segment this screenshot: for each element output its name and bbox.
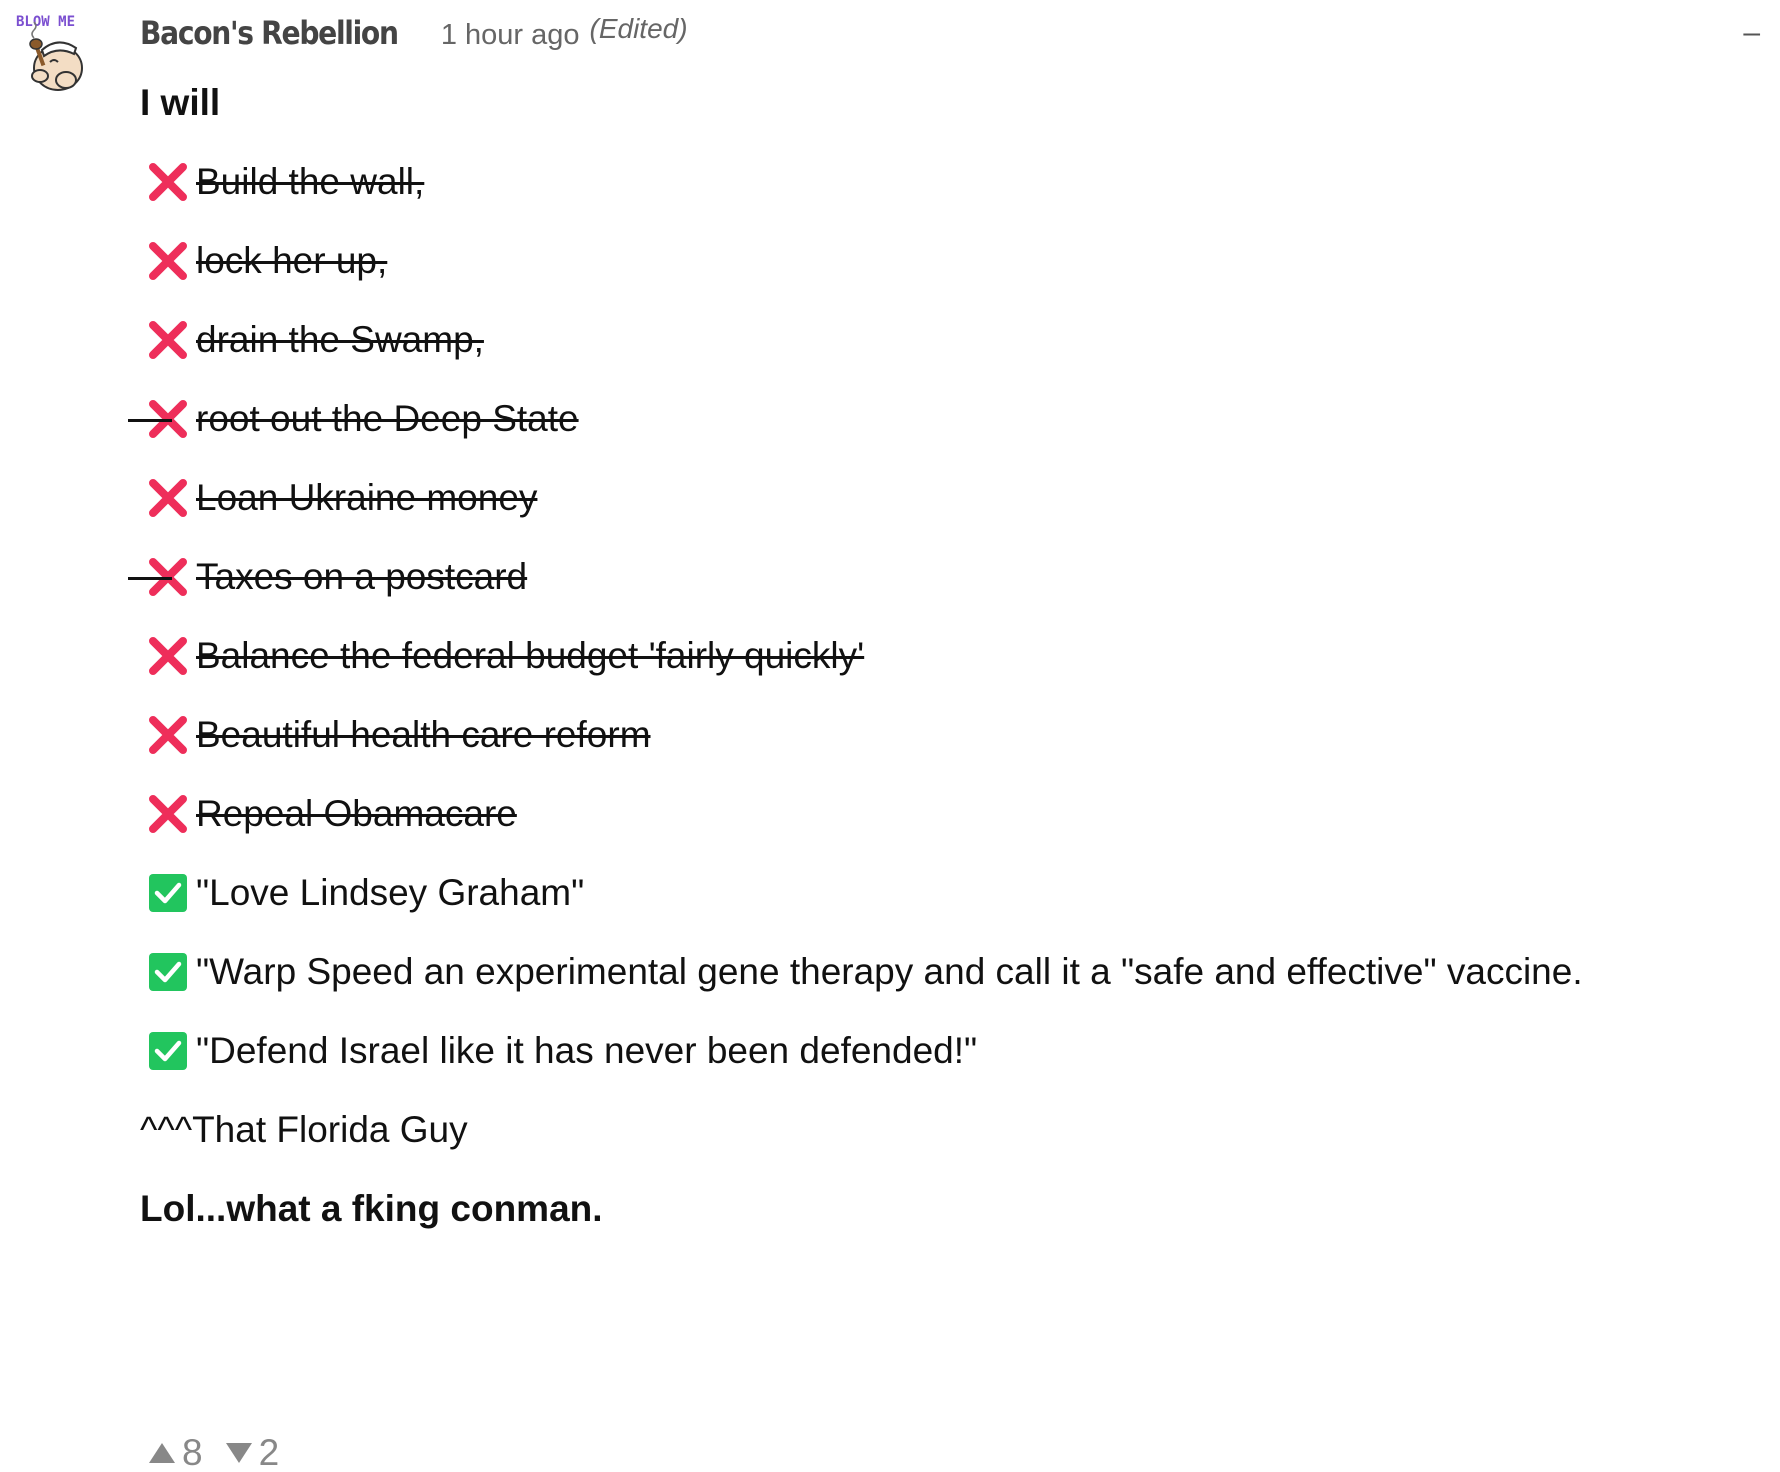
crossed-item-line	[140, 159, 1740, 205]
downvote-arrow-icon	[225, 1442, 253, 1464]
crossed-item	[140, 554, 1740, 600]
checked-item-text: "Defend Israel like it has never been defended!"	[196, 1030, 978, 1071]
edited-label: (Edited)	[589, 13, 688, 44]
crossed-item	[140, 238, 1740, 284]
crossed-item	[140, 791, 1740, 837]
checked-item-line	[140, 949, 1740, 995]
upvote-count: 8	[182, 1432, 203, 1472]
vote-bar	[148, 1432, 279, 1472]
crossed-item	[140, 475, 1740, 521]
crossed-item-line	[140, 791, 1740, 837]
avatar-caption: BLOW ME	[16, 14, 76, 30]
crossed-item-line	[140, 475, 1740, 521]
cross-mark-icon	[146, 713, 190, 757]
cross-mark-icon	[146, 239, 190, 283]
lead-strike	[128, 577, 172, 580]
checked-item	[140, 870, 1740, 916]
crossed-item	[140, 712, 1740, 758]
crossed-item-line	[140, 396, 1740, 442]
crossed-item-text: Balance the federal budget 'fairly quickly'	[196, 635, 865, 676]
checked-item-line	[140, 1028, 1740, 1074]
crossed-item-text: Beautiful health care reform	[196, 714, 651, 755]
crossed-item	[140, 633, 1740, 679]
crossed-item-text: Build the wall,	[196, 161, 425, 202]
crossed-item-text: root out the Deep State	[196, 398, 579, 439]
downvote-button[interactable]	[225, 1432, 280, 1472]
cross-mark-icon	[146, 634, 190, 678]
crossed-item-text: Repeal Obamacare	[196, 793, 517, 834]
crossed-item-line	[140, 712, 1740, 758]
crossed-item-text: Loan Ukraine money	[196, 477, 538, 518]
author-name[interactable]: Bacon's Rebellion	[140, 14, 398, 52]
check-box-icon	[146, 950, 190, 994]
crossed-item-text: Taxes on a postcard	[196, 556, 528, 597]
cross-mark-icon	[146, 160, 190, 204]
comment-signature: ^^^That Florida Guy	[140, 1109, 468, 1150]
checked-item-line	[140, 870, 1740, 916]
upvote-arrow-icon	[148, 1442, 176, 1464]
crossed-item-text: lock her up,	[196, 240, 388, 281]
comment-header	[140, 14, 688, 52]
check-box-icon	[146, 871, 190, 915]
cross-mark-icon	[146, 476, 190, 520]
upvote-button[interactable]	[148, 1432, 203, 1472]
lead-strike	[128, 419, 172, 422]
downvote-count: 2	[258, 1432, 280, 1472]
timestamp[interactable]: 1 hour ago	[440, 19, 580, 51]
checked-item	[140, 1028, 1740, 1074]
cross-mark-icon	[146, 318, 190, 362]
crossed-list	[140, 159, 1740, 837]
cross-mark-icon	[146, 792, 190, 836]
crossed-item-line	[140, 238, 1740, 284]
popeye-avatar-icon	[14, 12, 114, 104]
crossed-item-line	[140, 633, 1740, 679]
comment-intro: I will	[140, 82, 221, 123]
checked-item	[140, 949, 1740, 995]
checked-item-text: "Love Lindsey Graham"	[196, 872, 585, 913]
crossed-item-line	[140, 554, 1740, 600]
comment-body	[140, 80, 1740, 1232]
checked-list	[140, 870, 1740, 1074]
avatar[interactable]	[14, 12, 114, 104]
crossed-item	[140, 159, 1740, 205]
check-box-icon	[146, 1029, 190, 1073]
crossed-item-text: drain the Swamp,	[196, 319, 484, 360]
collapse-button[interactable]: –	[1743, 16, 1760, 49]
crossed-item-line	[140, 317, 1740, 363]
crossed-item	[140, 317, 1740, 363]
crossed-item	[140, 396, 1740, 442]
checked-item-text: "Warp Speed an experimental gene therapy and call it a "safe and effective" vaccine.	[196, 951, 1583, 992]
comment-outro: Lol...what a fking conman.	[140, 1188, 603, 1229]
